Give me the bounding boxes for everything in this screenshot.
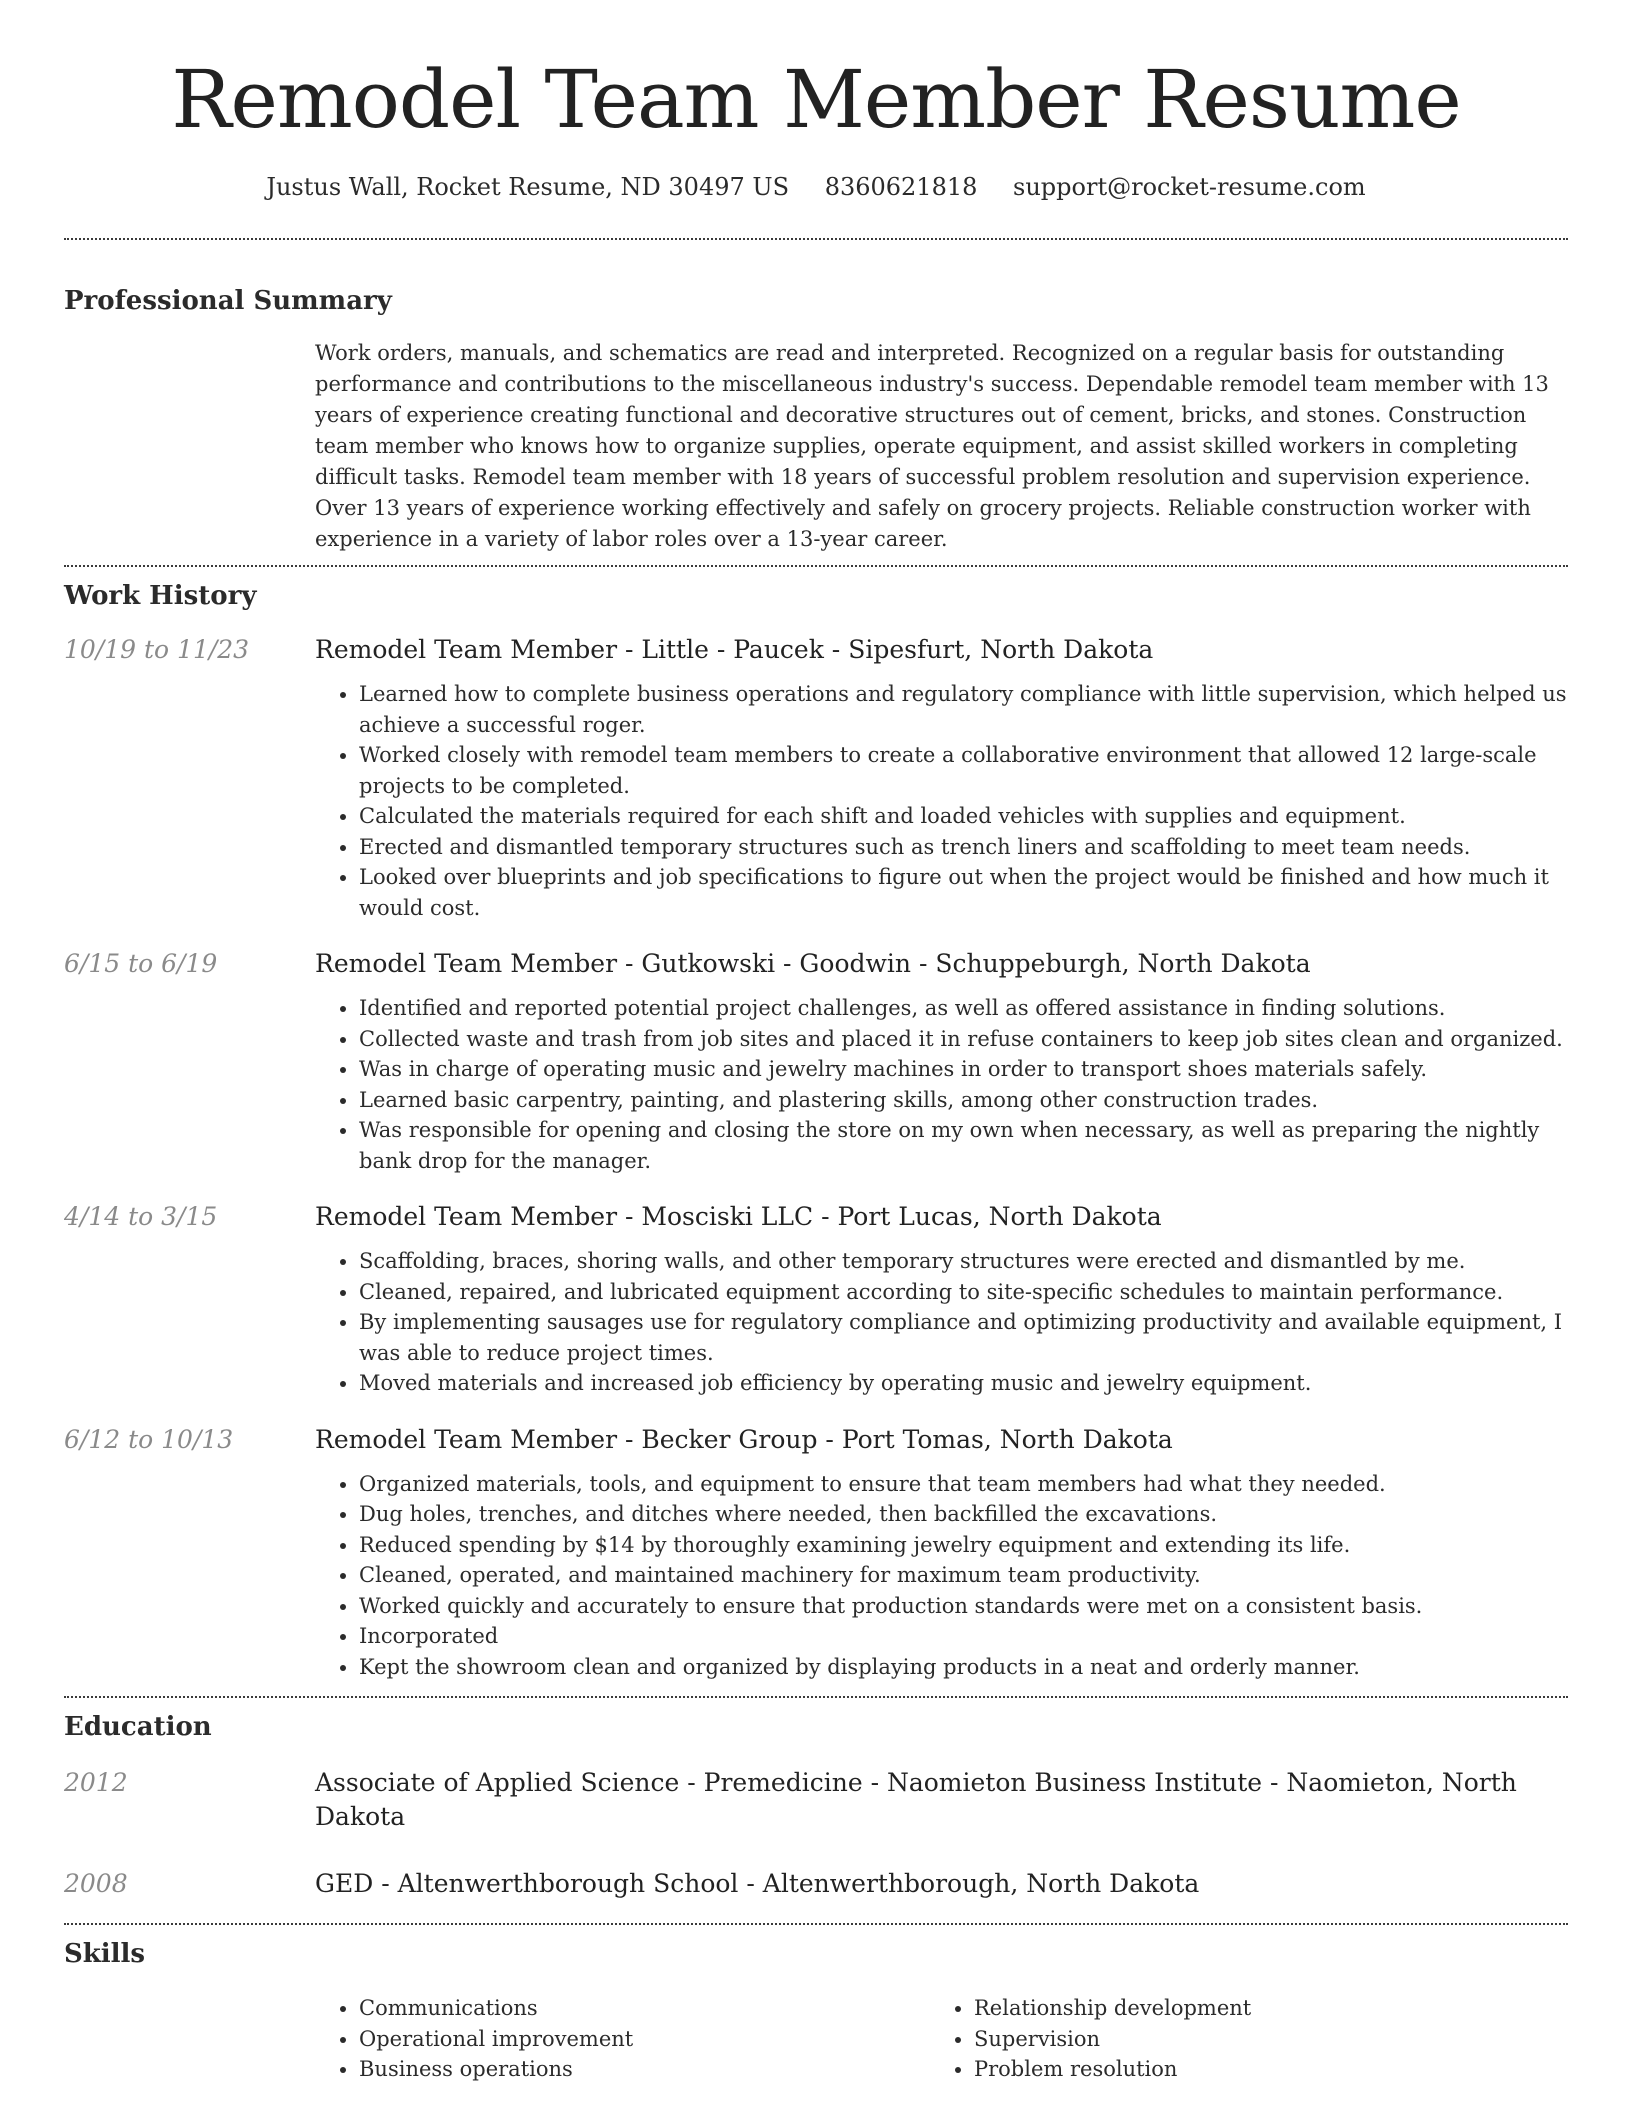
job-entry <box>64 947 1568 1176</box>
education-title: GED - Altenwerthborough School - Altenwerthborough, North Dakota <box>315 1869 1200 1898</box>
skills-section <box>64 1937 1568 2085</box>
education-entry <box>64 1766 1568 1834</box>
job-bullet: • Worked quickly and accurately to ensure that production standards were met on a consistent basis. <box>359 1591 1568 1622</box>
job-bullet: • Moved materials and increased job efficiency by operating music and jewelry equipment. <box>359 1368 1568 1399</box>
contact-email: support@rocket-resume.com <box>1013 173 1366 201</box>
summary-heading: Professional Summary <box>64 286 392 316</box>
job-bullets <box>315 1246 1568 1399</box>
job-dates: 10/19 to 11/23 <box>64 635 250 664</box>
job-bullets <box>315 679 1568 923</box>
job-entry <box>64 1200 1568 1399</box>
job-bullet: • Was responsible for opening and closing the store on my own when necessary, as well as preparing the nightly bank drop for the manager. <box>359 1115 1568 1176</box>
job-bullet: • Cleaned, operated, and maintained machinery for maximum team productivity. <box>359 1560 1568 1591</box>
job-title: Remodel Team Member - Mosciski LLC - Port Lucas, North Dakota <box>315 1202 1162 1231</box>
divider <box>64 1696 1568 1698</box>
job-bullets <box>315 993 1568 1176</box>
job-bullet: • Scaffolding, braces, shoring walls, and other temporary structures were erected and dismantled by me. <box>359 1246 1568 1277</box>
job-bullet: • Was in charge of operating music and jewelry machines in order to transport shoes materials safely. <box>359 1054 1568 1085</box>
contact-address: Justus Wall, Rocket Resume, ND 30497 US <box>266 173 790 201</box>
job-dates: 6/12 to 10/13 <box>64 1424 234 1454</box>
skill-item: • Supervision <box>974 2024 1500 2055</box>
job-entry <box>64 1423 1568 1683</box>
skills-list-right <box>930 1993 1500 2085</box>
work-history-heading: Work History <box>64 581 257 611</box>
skills-columns <box>315 1993 1568 2085</box>
education-year: 2008 <box>64 1869 128 1898</box>
skill-item: • Problem resolution <box>974 2054 1500 2085</box>
job-title: Remodel Team Member - Becker Group - Port Tomas, North Dakota <box>315 1424 1173 1454</box>
contact-line <box>64 170 1568 204</box>
job-bullets <box>315 1469 1568 1683</box>
skills-heading: Skills <box>64 1939 146 1969</box>
job-dates: 4/14 to 3/15 <box>64 1202 218 1231</box>
resume-title: Remodel Team Member Resume <box>171 53 1461 146</box>
job-bullet: • Worked closely with remodel team members to create a collaborative environment that allowed 12 large-scale projects to be completed. <box>359 740 1568 801</box>
education-entry <box>64 1867 1568 1901</box>
job-title: Remodel Team Member - Little - Paucek - Sipesfurt, North Dakota <box>315 635 1154 664</box>
job-bullet: • By implementing sausages use for regulatory compliance and optimizing productivity and available equipment, I was able to reduce project times. <box>359 1307 1568 1368</box>
job-entry <box>64 633 1568 923</box>
divider <box>64 565 1568 567</box>
job-bullet: • Incorporated <box>359 1621 1568 1652</box>
skill-item: • Communications <box>359 1993 885 2024</box>
skills-list-left <box>315 1993 885 2085</box>
divider <box>64 238 1568 240</box>
job-bullet: • Learned how to complete business operations and regulatory compliance with little supervision, which helped us achieve a successful roger. <box>359 679 1568 740</box>
job-bullet: • Looked over blueprints and job specifications to figure out when the project would be finished and how much it would cost. <box>359 862 1568 923</box>
skill-item: • Relationship development <box>974 1993 1500 2024</box>
job-bullet: • Reduced spending by $14 by thoroughly examining jewelry equipment and extending its life. <box>359 1530 1568 1561</box>
job-bullet: • Kept the showroom clean and organized by displaying products in a neat and orderly manner. <box>359 1652 1568 1683</box>
education-title: Associate of Applied Science - Premedicine - Naomieton Business Institute - Naomieton, North Dakota <box>315 1768 1517 1831</box>
education-year: 2012 <box>64 1768 128 1797</box>
job-bullet: • Collected waste and trash from job sites and placed it in refuse containers to keep job sites clean and organized. <box>359 1024 1568 1055</box>
job-bullet: • Identified and reported potential project challenges, as well as offered assistance in finding solutions. <box>359 993 1568 1024</box>
job-bullet: • Learned basic carpentry, painting, and plastering skills, among other construction trades. <box>359 1085 1568 1116</box>
job-bullet: • Erected and dismantled temporary structures such as trench liners and scaffolding to meet team needs. <box>359 832 1568 863</box>
job-dates: 6/15 to 6/19 <box>64 949 218 978</box>
job-bullet: • Calculated the materials required for each shift and loaded vehicles with supplies and equipment. <box>359 801 1568 832</box>
education-heading: Education <box>64 1712 212 1742</box>
skill-item: • Business operations <box>359 2054 885 2085</box>
education-section <box>64 1710 1568 1923</box>
summary-text: Work orders, manuals, and schematics are read and interpreted. Recognized on a regular basis for outstanding performance and contributions to the miscellaneous industry's success. Dependable remodel team member with 13 years of experience creating functional and decorative structures out of cement, bricks, and stones. Construction team member who knows how to organize supplies, operate equipment, and assist skilled workers in completing difficult tasks. Remodel team member with 18 years of successful problem resolution and supervision experience. Over 13 years of experience working effectively and safely on grocery projects. Reliable construction worker with experience in a variety of labor roles over a 13-year career. <box>315 341 1549 551</box>
job-bullet: • Cleaned, repaired, and lubricated equipment according to site-specific schedules to maintain performance. <box>359 1277 1568 1308</box>
work-history-section <box>64 579 1568 1696</box>
divider <box>64 1923 1568 1925</box>
job-title: Remodel Team Member - Gutkowski - Goodwin - Schuppeburgh, North Dakota <box>315 949 1311 978</box>
job-bullet: • Dug holes, trenches, and ditches where needed, then backfilled the excavations. <box>359 1499 1568 1530</box>
contact-phone: 8360621818 <box>824 173 978 201</box>
skill-item: • Operational improvement <box>359 2024 885 2055</box>
job-bullet: • Organized materials, tools, and equipment to ensure that team members had what they needed. <box>359 1469 1568 1500</box>
